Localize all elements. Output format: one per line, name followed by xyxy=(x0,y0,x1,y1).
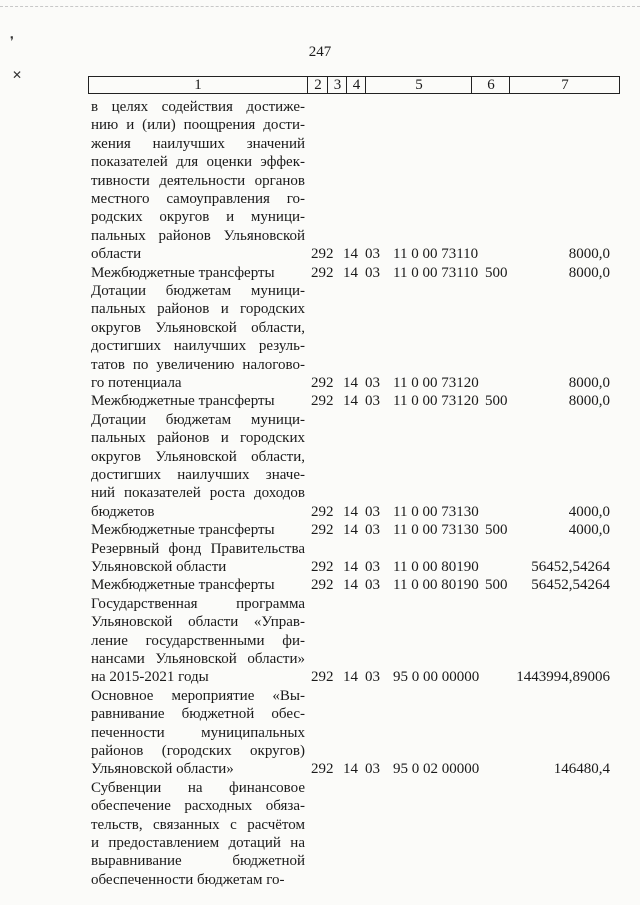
amount: 8000,0 xyxy=(568,264,610,281)
description-line: показателей для оценки эффек- xyxy=(91,154,305,171)
page-number: 247 xyxy=(308,44,332,60)
description-line: Резервный фонд Правительства xyxy=(91,540,305,557)
amount: 56452,54264 xyxy=(531,559,610,575)
header-col-6: 6 xyxy=(471,77,510,93)
description-line: пальных районов Ульяновской xyxy=(91,227,305,244)
code-c5: 11 0 00 80190 xyxy=(393,559,479,575)
scan-mark: ✕ xyxy=(12,68,23,82)
code-c3: 14 xyxy=(343,246,358,263)
description-line: районов (городских округов) xyxy=(91,742,305,759)
code-c3: 14 xyxy=(343,503,358,520)
description-line: Межбюджетные трансферты xyxy=(91,577,275,594)
code-c2: 292 xyxy=(311,761,334,778)
code-c6: 500 xyxy=(485,393,508,410)
code-c4: 03 xyxy=(365,264,380,281)
header-col-4: 4 xyxy=(346,77,366,93)
description-line: обеспеченности бюджетам го- xyxy=(91,871,285,888)
amount: 56452,54264 xyxy=(531,577,610,594)
table-header xyxy=(88,76,620,94)
row-description xyxy=(91,282,305,392)
description-line: Государственная программа xyxy=(91,595,305,612)
header-col-7: 7 xyxy=(509,77,620,93)
description-line: равнивание бюджетной обес- xyxy=(91,706,305,723)
amount: 8000,0 xyxy=(568,246,610,263)
description-line: обеспечение расходных обяза- xyxy=(91,798,305,815)
description-line: Межбюджетные трансферты xyxy=(91,264,275,281)
description-line: Ульяновской области» xyxy=(91,761,234,778)
description-line: местного самоуправления го- xyxy=(91,190,305,207)
row-description xyxy=(91,392,305,410)
code-c2: 292 xyxy=(311,522,334,539)
description-line: достигших наилучших значе- xyxy=(91,466,305,483)
amount: 8000,0 xyxy=(568,393,610,410)
description-line: Основное мероприятие «Вы- xyxy=(91,687,305,704)
code-c4: 03 xyxy=(365,761,380,778)
amount: 4000,0 xyxy=(568,522,610,539)
code-c5: 11 0 00 73130 xyxy=(393,522,479,539)
description-line: Дотации бюджетам муници- xyxy=(91,411,305,428)
code-c3: 14 xyxy=(343,669,358,686)
code-c5: 11 0 00 73110 xyxy=(393,264,479,281)
description-line: нансами Ульяновской области» xyxy=(91,650,305,667)
code-c2: 292 xyxy=(311,577,334,594)
code-c2: 292 xyxy=(311,669,334,686)
code-c6: 500 xyxy=(485,577,508,594)
row-description xyxy=(91,264,305,282)
code-c4: 03 xyxy=(365,577,380,594)
description-line: достигших наилучших резуль- xyxy=(91,338,305,355)
amount: 1443994,89006 xyxy=(516,669,610,686)
code-c2: 292 xyxy=(311,264,334,281)
code-c3: 14 xyxy=(343,761,358,778)
description-line: тивности деятельности органов xyxy=(91,172,305,189)
code-c4: 03 xyxy=(365,503,380,520)
code-c3: 14 xyxy=(343,577,358,594)
code-c4: 03 xyxy=(365,393,380,410)
description-line: печенности муниципальных xyxy=(91,724,305,741)
description-line: го потенциала xyxy=(91,374,182,391)
code-c4: 03 xyxy=(365,522,380,539)
description-line: Дотации бюджетам муници- xyxy=(91,283,305,299)
row-description xyxy=(91,779,305,889)
code-c3: 14 xyxy=(343,264,358,281)
code-c5: 11 0 00 73120 xyxy=(393,375,479,391)
header-col-3: 3 xyxy=(327,77,347,93)
description-line: Межбюджетные трансферты xyxy=(91,393,275,410)
code-c2: 292 xyxy=(311,246,334,263)
code-c2: 292 xyxy=(311,375,334,391)
code-c3: 14 xyxy=(343,559,358,575)
code-c4: 03 xyxy=(365,669,380,686)
description-line: пальных районов и городских xyxy=(91,301,305,318)
description-line: на 2015-2021 годы xyxy=(91,669,209,686)
description-line: Ульяновской области «Управ- xyxy=(91,614,305,631)
row-description xyxy=(91,521,305,539)
description-line: Субвенции на финансовое xyxy=(91,779,305,796)
code-c5: 11 0 00 73130 xyxy=(393,503,479,520)
code-c3: 14 xyxy=(343,375,358,391)
description-line: нию и (или) поощрения дости- xyxy=(91,117,305,134)
row-description xyxy=(91,411,305,521)
code-c5: 11 0 00 73110 xyxy=(393,246,479,263)
amount: 8000,0 xyxy=(568,375,610,391)
description-line: жения наилучших значений xyxy=(91,135,305,152)
description-line: области xyxy=(91,246,142,263)
description-line: ление государственными фи- xyxy=(91,632,305,649)
description-line: ний показателей роста доходов xyxy=(91,485,305,502)
description-line: родских округов и муници- xyxy=(91,209,305,226)
row-description xyxy=(91,687,305,779)
row-description xyxy=(91,540,305,577)
code-c2: 292 xyxy=(311,503,334,520)
description-line: тельств, связанных с расчётом xyxy=(91,816,305,833)
row-description xyxy=(91,595,305,687)
header-col-2: 2 xyxy=(307,77,328,93)
scan-edge xyxy=(0,6,640,8)
description-line: округов Ульяновской области, xyxy=(91,319,305,336)
code-c4: 03 xyxy=(365,559,380,575)
code-c3: 14 xyxy=(343,522,358,539)
code-c2: 292 xyxy=(311,559,334,575)
code-c6: 500 xyxy=(485,522,508,539)
header-col-5: 5 xyxy=(365,77,472,93)
code-c4: 03 xyxy=(365,246,380,263)
code-c5: 11 0 00 80190 xyxy=(393,577,479,594)
description-line: бюджетов xyxy=(91,503,155,520)
code-c3: 14 xyxy=(343,393,358,410)
code-c6: 500 xyxy=(485,264,508,281)
description-line: татов по увеличению налогово- xyxy=(91,356,305,373)
row-description xyxy=(91,98,305,264)
amount: 4000,0 xyxy=(568,503,610,520)
header-col-1: 1 xyxy=(194,77,202,93)
description-line: в целях содействия достиже- xyxy=(91,99,305,115)
code-c2: 292 xyxy=(311,393,334,410)
description-line: округов Ульяновской области, xyxy=(91,448,305,465)
description-line: и предоставлением дотаций на xyxy=(91,834,305,851)
scan-mark: ❜ xyxy=(10,34,14,48)
code-c5: 11 0 00 73120 xyxy=(393,393,479,410)
description-line: Межбюджетные трансферты xyxy=(91,522,275,539)
row-description xyxy=(91,576,305,594)
code-c5: 95 0 02 00000 xyxy=(393,761,480,778)
code-c4: 03 xyxy=(365,375,380,391)
code-c5: 95 0 00 00000 xyxy=(393,669,480,686)
amount: 146480,4 xyxy=(553,761,610,778)
description-line: Ульяновской области xyxy=(91,558,227,575)
description-line: выравнивание бюджетной xyxy=(91,853,305,870)
description-line: пальных районов и городских xyxy=(91,430,305,447)
